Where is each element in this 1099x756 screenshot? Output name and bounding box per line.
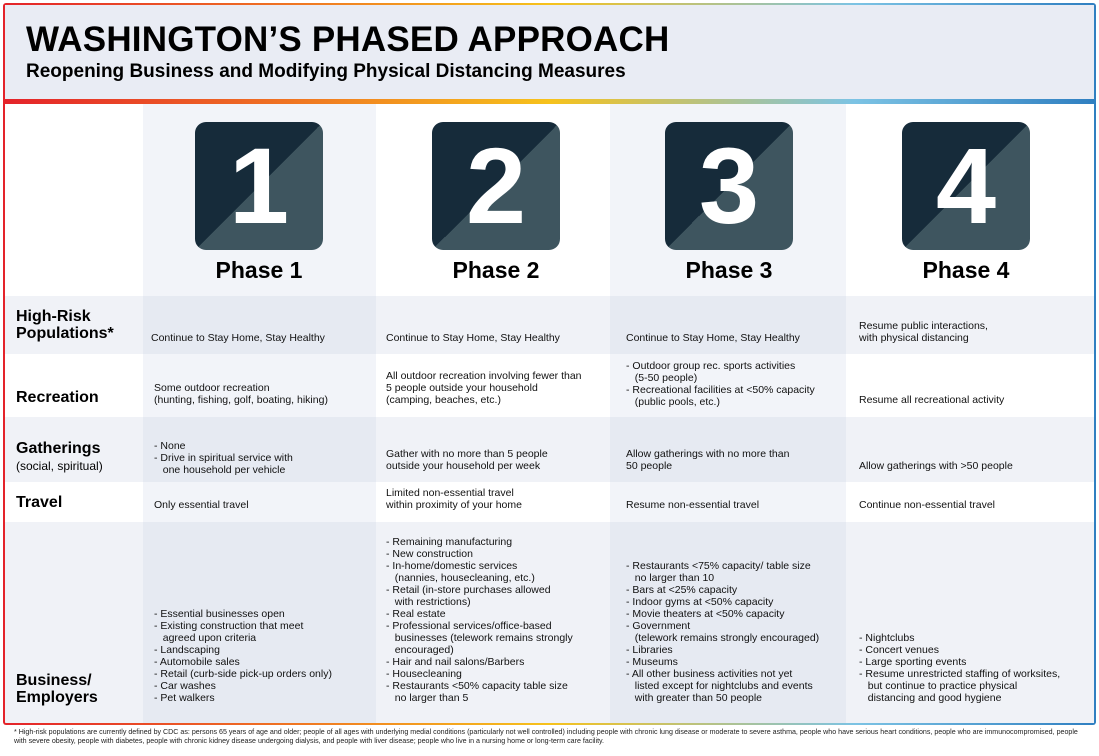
gatherings-title: Gatherings — [16, 440, 101, 457]
cell-line: - Car washes — [154, 680, 216, 692]
cell-high-risk-phase-4 — [859, 320, 988, 344]
cell-gatherings-phase-3 — [626, 448, 789, 472]
cell-line: - New construction — [386, 548, 473, 560]
cell-line: - Bars at <25% capacity — [626, 584, 738, 596]
cell-line: - Libraries — [626, 644, 673, 656]
cell-line: - Indoor gyms at <50% capacity — [626, 596, 774, 608]
cell-line: - Retail (curb-side pick-up orders only) — [154, 668, 332, 680]
cell-gatherings-phase-4 — [859, 460, 1013, 472]
cell-line: Allow gatherings with >50 people — [859, 460, 1013, 472]
row-label-high-risk: High-Risk Populations* — [16, 308, 114, 342]
phase-2-digit: 2 — [465, 125, 527, 246]
cell-line: agreed upon criteria — [154, 632, 257, 644]
cell-business-phase-2 — [386, 536, 573, 704]
cell-line: (public pools, etc.) — [626, 396, 720, 408]
cell-line: Gather with no more than 5 people — [386, 448, 548, 460]
row-label-gatherings — [16, 440, 103, 475]
row-label-travel: Travel — [16, 494, 63, 511]
cell-recreation-phase-1 — [154, 382, 328, 406]
cell-travel-phase-1 — [154, 499, 249, 511]
cell-line: All outdoor recreation involving fewer than — [386, 370, 582, 382]
cell-high-risk-phase-2 — [386, 332, 560, 344]
cell-line: businesses (telework remains strongly — [386, 632, 573, 644]
cell-line: Continue non-essential travel — [859, 499, 995, 511]
cell-line: - Resume unrestricted staffing of worksites, — [859, 668, 1061, 680]
business-label-line1: Business/ — [16, 672, 92, 689]
phase-4-digit: 4 — [935, 125, 997, 246]
cell-travel-phase-3 — [626, 499, 759, 511]
cell-line: distancing and good hygiene — [859, 692, 1002, 704]
cell-business-phase-3 — [626, 560, 819, 704]
cell-line: encouraged) — [386, 644, 454, 656]
cell-line: - Restaurants <75% capacity/ table size — [626, 560, 811, 572]
gatherings-sublabel: (social, spiritual) — [16, 459, 103, 473]
cell-line: - Nightclubs — [859, 632, 915, 644]
cell-line: no larger than 5 — [386, 692, 469, 704]
cell-line: - Museums — [626, 656, 678, 668]
cell-travel-phase-2 — [386, 487, 522, 511]
cell-high-risk-phase-1 — [151, 332, 325, 344]
phase-4-label: Phase 4 — [922, 257, 1010, 283]
cell-line: - Recreational facilities at <50% capacity — [626, 384, 815, 396]
cell-line: - Professional services/office-based — [386, 620, 552, 632]
cell-line: - Pet walkers — [154, 692, 215, 704]
cell-line: (5-50 people) — [626, 372, 698, 384]
cell-line: Continue to Stay Home, Stay Healthy — [386, 332, 560, 344]
business-label-line2: Employers — [16, 689, 98, 706]
cell-line: - Government — [626, 620, 691, 632]
cell-line: listed except for nightclubs and events — [626, 680, 813, 692]
cell-line: - Remaining manufacturing — [386, 536, 513, 548]
page-title: WASHINGTON’S PHASED APPROACH — [26, 20, 670, 59]
cell-recreation-phase-3 — [626, 360, 815, 408]
cell-line: - Concert venues — [859, 644, 939, 656]
cell-line: - Drive in spiritual service with — [154, 452, 293, 464]
row-label-business — [16, 672, 98, 706]
cell-business-phase-4 — [859, 632, 1060, 704]
cell-line: - Existing construction that meet — [154, 620, 304, 632]
cell-line: with restrictions) — [386, 596, 471, 608]
cell-line: - Landscaping — [154, 644, 220, 656]
cell-line: with physical distancing — [859, 332, 969, 344]
cell-line: one household per vehicle — [154, 464, 286, 476]
cell-line: Resume public interactions, — [859, 320, 988, 332]
cell-line: - Outdoor group rec. sports activities — [626, 360, 796, 372]
cell-line: with greater than 50 people — [626, 692, 763, 704]
phase-1-digit: 1 — [228, 125, 290, 246]
cell-line: - Retail (in-store purchases allowed — [386, 584, 551, 596]
cell-line: Only essential travel — [154, 499, 249, 511]
phase-4-icon — [902, 122, 1030, 250]
cell-line: (nannies, housecleaning, etc.) — [386, 572, 535, 584]
cell-recreation-phase-4 — [859, 394, 1004, 406]
cell-line: no larger than 10 — [626, 572, 715, 584]
cell-line: - Large sporting events — [859, 656, 967, 668]
cell-line: 5 people outside your household — [386, 382, 538, 394]
cell-line: but continue to practice physical — [859, 680, 1018, 692]
cell-line: - Real estate — [386, 608, 446, 620]
cell-gatherings-phase-1 — [154, 440, 293, 476]
cell-line: Resume non-essential travel — [626, 499, 760, 511]
cell-line: (camping, beaches, etc.) — [386, 394, 501, 406]
cell-line: (telework remains strongly encouraged) — [626, 632, 820, 644]
cell-line: - Hair and nail salons/Barbers — [386, 656, 525, 668]
cell-line: 50 people — [626, 460, 673, 472]
cell-line: - All other business activities not yet — [626, 668, 793, 680]
page-subtitle: Reopening Business and Modifying Physical Distancing Measures — [26, 61, 626, 82]
cell-line: - In-home/domestic services — [386, 560, 518, 572]
cell-line: - Automobile sales — [154, 656, 240, 668]
phase-1-label: Phase 1 — [215, 257, 303, 283]
cell-line: - Movie theaters at <50% capacity — [626, 608, 785, 620]
phase-1-icon — [195, 122, 323, 250]
cell-business-phase-1 — [154, 608, 332, 704]
cell-recreation-phase-2 — [386, 370, 582, 406]
phase-3-digit: 3 — [698, 125, 760, 246]
phase-3-icon — [665, 122, 793, 250]
footnote: * High-risk populations are currently defined by CDC as: persons 65 years of age and older; people of all ages with underlying medial conditions (particularly not well controlled) including people with chronic lung disease or moderate to severe asthma, people who have serious heart conditions, people who are immunocompromised, people with severe obesity, people with diabetes, people with chronic kidney disease undergoing dialysis, and people with liver disease; people who live in a nursing home or long-term care facility. — [14, 728, 1078, 745]
cell-line: Continue to Stay Home, Stay Healthy — [151, 332, 325, 344]
row-label-recreation: Recreation — [16, 389, 99, 406]
cell-line: - None — [154, 440, 186, 452]
cell-line: (hunting, fishing, golf, boating, hiking) — [154, 394, 328, 406]
phase-2-icon — [432, 122, 560, 250]
cell-line: Limited non-essential travel — [386, 487, 514, 499]
phase-3-label: Phase 3 — [685, 257, 773, 283]
cell-line: within proximity of your home — [386, 499, 522, 511]
phase-2-label: Phase 2 — [452, 257, 540, 283]
cell-line: Continue to Stay Home, Stay Healthy — [626, 332, 800, 344]
cell-line: Resume all recreational activity — [859, 394, 1005, 406]
cell-line: outside your household per week — [386, 460, 541, 472]
cell-gatherings-phase-2 — [386, 448, 548, 472]
cell-line: Allow gatherings with no more than — [626, 448, 790, 460]
cell-high-risk-phase-3 — [626, 332, 800, 344]
cell-line: Some outdoor recreation — [154, 382, 270, 394]
cell-line: - Housecleaning — [386, 668, 462, 680]
cell-travel-phase-4 — [859, 499, 995, 511]
cell-line: - Restaurants <50% capacity table size — [386, 680, 568, 692]
cell-line: - Essential businesses open — [154, 608, 285, 620]
